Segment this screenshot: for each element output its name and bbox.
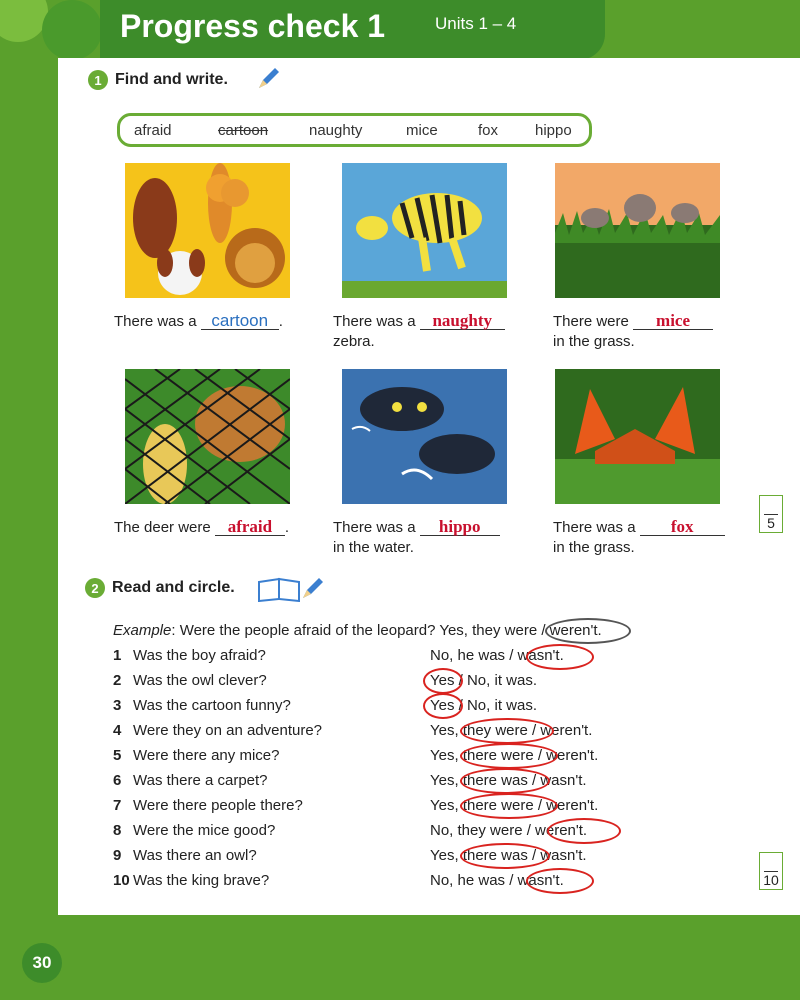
caption-item-5 <box>333 518 500 558</box>
question-number: 3 <box>113 697 122 714</box>
caption-text: There was a <box>333 313 416 330</box>
caption-item-1 <box>114 312 283 332</box>
answer-blank: fox <box>640 519 725 536</box>
caption-item-6 <box>553 518 725 558</box>
page-number: 30 <box>22 943 62 983</box>
answer-options[interactable]: Yes, they were / weren't. <box>430 722 593 739</box>
score-box-section-2 <box>759 852 783 890</box>
answer-circle <box>460 718 554 744</box>
answer-options[interactable]: No, he was / wasn't. <box>430 872 564 889</box>
caption-text: There was a <box>553 519 636 536</box>
word-box-word: naughty <box>309 122 363 139</box>
answer-options[interactable]: Yes, there were / weren't. <box>430 797 599 814</box>
caption-item-3 <box>553 312 713 352</box>
answer-circle <box>460 843 550 869</box>
caption-item-4 <box>114 518 289 538</box>
word-box-word: afraid <box>134 122 172 139</box>
caption-text: The deer were <box>114 519 211 536</box>
question-text: Was there an owl? <box>133 847 257 864</box>
answer-blank: cartoon <box>201 313 279 330</box>
question-text: Was the king brave? <box>133 872 270 889</box>
caption-text-line2: zebra. <box>333 333 375 350</box>
question-text: Was the owl clever? <box>133 672 267 689</box>
word-box-word: fox <box>478 122 499 139</box>
section-2-number: 2 <box>85 578 105 598</box>
fox-picture <box>555 369 720 504</box>
question-number: 9 <box>113 847 122 864</box>
caption-text-line2: in the water. <box>333 539 414 556</box>
caption-text: There was a <box>114 313 197 330</box>
book-pencil-icon <box>257 574 327 602</box>
animals-picture <box>125 163 290 298</box>
caption-text: There were <box>553 313 629 330</box>
score-total: 10 <box>763 872 779 888</box>
score-box-section-1 <box>759 495 783 533</box>
answer-blank: mice <box>633 313 713 330</box>
question-text: Were they on an adventure? <box>133 722 323 739</box>
answer-circle <box>526 868 594 894</box>
question-number: 5 <box>113 747 122 764</box>
question-number: 10 <box>113 872 130 889</box>
answer-options[interactable]: Yes, there was / wasn't. <box>430 847 587 864</box>
caption-text: There was a <box>333 519 416 536</box>
hippo-picture <box>342 369 507 504</box>
question-number: 6 <box>113 772 122 789</box>
mice-picture <box>555 163 720 298</box>
example-circle <box>545 618 631 644</box>
zebra-picture <box>342 163 507 298</box>
answer-options[interactable]: Yes, there were / weren't. <box>430 747 599 764</box>
answer-circle <box>423 668 463 694</box>
caption-text-line2: in the grass. <box>553 539 635 556</box>
section-1-instruction: Find and write. <box>115 71 228 88</box>
caption-text-line2: in the grass. <box>553 333 635 350</box>
pencil-icon <box>255 66 281 92</box>
answer-options[interactable]: No, he was / wasn't. <box>430 647 564 664</box>
page-title: Progress check 1 <box>120 8 386 44</box>
question-number: 1 <box>113 647 122 664</box>
answer-circle <box>460 768 550 794</box>
question-text: Were the mice good? <box>133 822 276 839</box>
answer-blank: naughty <box>420 313 505 330</box>
question-text: Was the cartoon funny? <box>133 697 291 714</box>
example-text: : Were the people afraid of the leopard? Yes, they were / weren't. <box>171 622 602 639</box>
answer-blank: hippo <box>420 519 500 536</box>
score-total: 5 <box>767 515 775 531</box>
answer-circle <box>460 793 558 819</box>
caption-item-2 <box>333 312 505 352</box>
answer-options[interactable]: Yes / No, it was. <box>430 672 537 689</box>
answer-options[interactable]: Yes, there was / wasn't. <box>430 772 587 789</box>
question-text: Were there any mice? <box>133 747 280 764</box>
caption-punct: . <box>278 313 283 330</box>
caption-punct: . <box>284 519 290 536</box>
deer-picture <box>125 369 290 504</box>
question-text: Were there people there? <box>133 797 303 814</box>
answer-circle <box>423 693 463 719</box>
question-text: Was there a carpet? <box>133 772 268 789</box>
question-number: 2 <box>113 672 122 689</box>
answer-options[interactable]: Yes / No, it was. <box>430 697 537 714</box>
example-label: Example <box>113 622 172 639</box>
answer-blank: afraid <box>215 519 285 536</box>
answer-circle <box>547 818 621 844</box>
section-1-number: 1 <box>88 70 108 90</box>
answer-circle <box>460 743 558 769</box>
question-number: 4 <box>113 722 122 739</box>
question-number: 7 <box>113 797 122 814</box>
section-2-instruction: Read and circle. <box>112 579 235 596</box>
example-sentence <box>113 622 602 639</box>
answer-circle <box>526 644 594 670</box>
word-box-word-struck: cartoon <box>218 122 269 139</box>
question-text: Was the boy afraid? <box>133 647 266 664</box>
word-box-word: mice <box>406 122 438 139</box>
question-number: 8 <box>113 822 122 839</box>
page-subtitle: Units 1 – 4 <box>435 14 517 33</box>
answer-options[interactable]: No, they were / weren't. <box>430 822 588 839</box>
word-box-word: hippo <box>535 122 572 139</box>
